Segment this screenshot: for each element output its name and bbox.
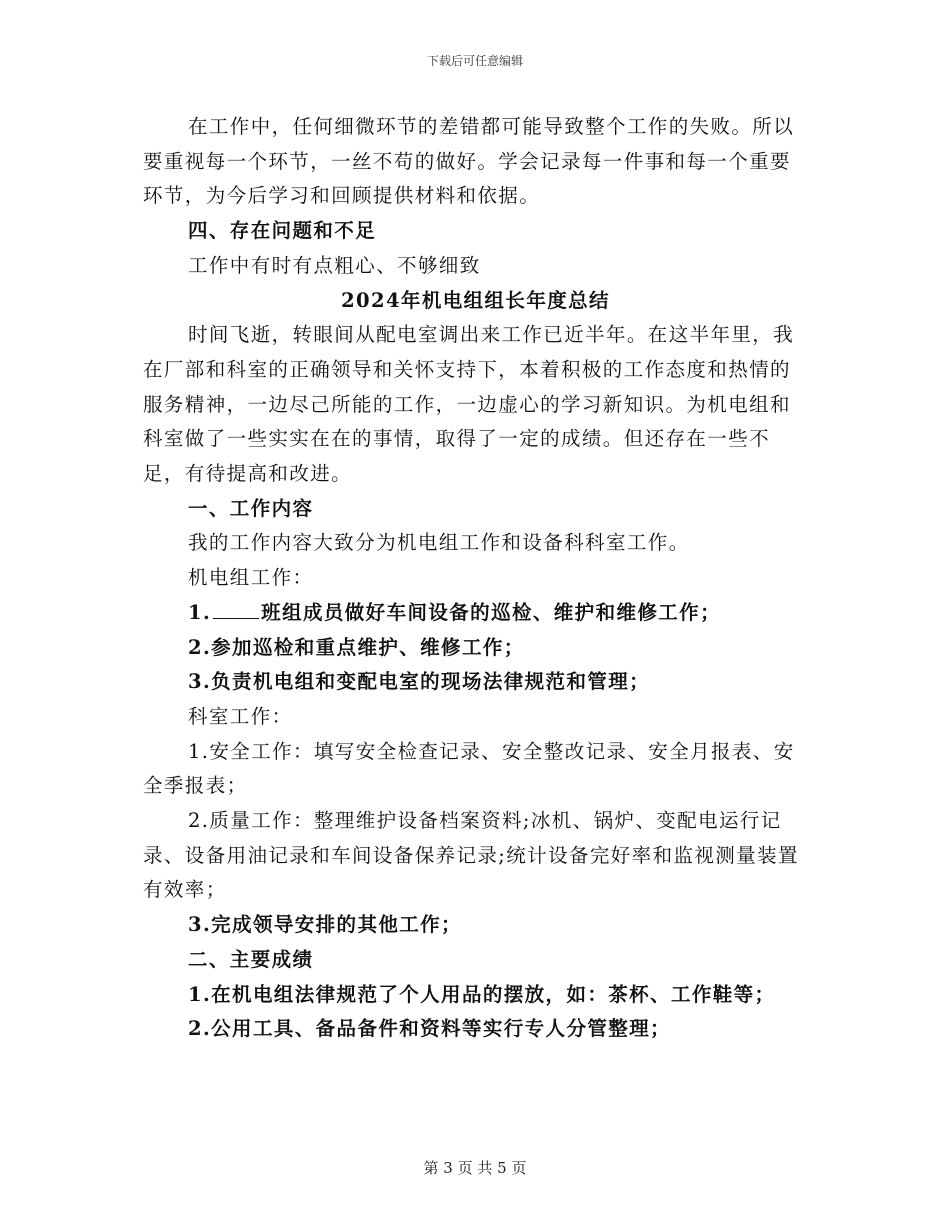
document-title: 2024年机电组组长年度总结 <box>341 288 610 312</box>
list-number: 1. <box>188 600 212 624</box>
section-heading: 一、工作内容 <box>188 496 314 520</box>
page-header: 下载后可任意编辑 <box>426 54 523 68</box>
list-item: 2.参加巡检和重点维护、维修工作； <box>188 635 525 659</box>
paragraph: 机电组工作： <box>188 566 314 590</box>
list-item: 3.负责机电组和变配电室的现场法律规范和管理； <box>188 670 651 694</box>
section-heading: 四、存在问题和不足 <box>188 219 377 243</box>
fill-blank <box>213 596 259 619</box>
list-item <box>143 596 808 631</box>
paragraph: 时间飞逝，转眼间从配电室调出来工作已近半年。在这半年里，我在厂部和科室的正确领导和关怀支持下，本着积极的工作态度和热情的服务精神，一边尽己所能的工作，一边虚心的学习新知识。为机电组和科室做了一些实实在在的事情，取得了一定的成绩。但还存在一些不足，有待提高和改进。 <box>143 323 795 486</box>
paragraph: 1.安全工作：填写安全检查记录、安全整改记录、安全月报表、安全季报表； <box>143 739 795 798</box>
document-body <box>143 110 808 1047</box>
list-item: 2.公用工具、备品备件和资料等实行专人分管整理； <box>188 1017 671 1041</box>
paragraph: 在工作中，任何细微环节的差错都可能导致整个工作的失败。所以要重视每一个环节，一丝不苟的做好。学会记录每一件事和每一个重要环节，为今后学习和回顾提供材料和依据。 <box>143 115 795 208</box>
list-item: 3.完成领导安排的其他工作； <box>188 913 462 937</box>
paragraph: 工作中有时有点粗心、不够细致 <box>188 253 481 277</box>
paragraph: 2.质量工作：整理维护设备档案资料;冰机、锅炉、变配电运行记录、设备用油记录和车间设备保养记录;统计设备完好率和监视测量装置有效率； <box>143 809 799 902</box>
list-item: 1.在机电组法律规范了个人用品的摆放，如：茶杯、工作鞋等； <box>188 982 776 1006</box>
paragraph: 我的工作内容大致分为机电组工作和设备科科室工作。 <box>188 531 690 555</box>
paragraph: 科室工作： <box>188 704 293 728</box>
section-heading: 二、主要成绩 <box>188 947 314 971</box>
list-text: 班组成员做好车间设备的巡检、维护和维修工作； <box>261 600 721 624</box>
page-footer: 第 3 页 共 5 页 <box>423 1159 527 1177</box>
